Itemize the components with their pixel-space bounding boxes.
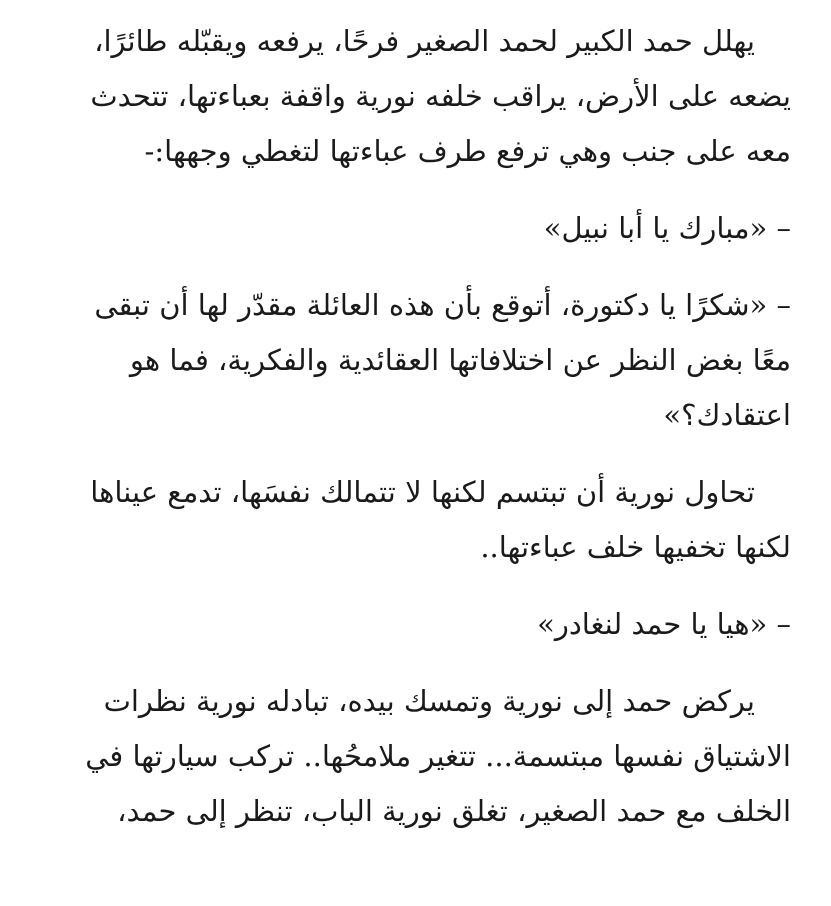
text-line: اعتقادك؟» — [663, 398, 791, 432]
paragraph-narration-1 — [56, 14, 791, 179]
dialogue-line-1 — [56, 201, 791, 256]
text-line: – «شكرًا يا دكتورة، أتوقع بأن هذه العائلة مقدّر لها أن تبقى — [94, 288, 791, 322]
book-page — [56, 14, 791, 861]
text-line: معه على جنب وهي ترفع طرف عباءتها لتغطي وجهها:- — [144, 134, 791, 168]
text-line: الاشتياق نفسها مبتسمة... تتغير ملامحُها.. تركب سيارتها في — [85, 739, 791, 773]
dialogue-line-2 — [56, 278, 791, 443]
text-line: الخلف مع حمد الصغير، تغلق نورية الباب، تنظر إلى حمد، — [117, 794, 791, 828]
paragraph-narration-2 — [56, 465, 791, 575]
text-line: معًا بغض النظر عن اختلافاتها العقائدية والفكرية، فما هو — [129, 343, 791, 377]
text-line: يضعه على الأرض، يراقب خلفه نورية واقفة بعباءتها، تتحدث — [90, 79, 791, 113]
text-line: يركض حمد إلى نورية وتمسك بيده، تبادله نورية نظرات — [103, 684, 755, 718]
text-line: تحاول نورية أن تبتسم لكنها لا تتمالك نفسَها، تدمع عيناها — [90, 475, 755, 509]
paragraph-narration-3 — [56, 674, 791, 839]
dialogue-line-3 — [56, 597, 791, 652]
text-line: يهلل حمد الكبير لحمد الصغير فرحًا، يرفعه ويقبّله طائرًا، — [94, 24, 755, 58]
text-line: – «هيا يا حمد لنغادر» — [537, 607, 791, 641]
text-line: – «مبارك يا أبا نبيل» — [543, 211, 791, 245]
text-line: لكنها تخفيها خلف عباءتها.. — [480, 530, 791, 564]
